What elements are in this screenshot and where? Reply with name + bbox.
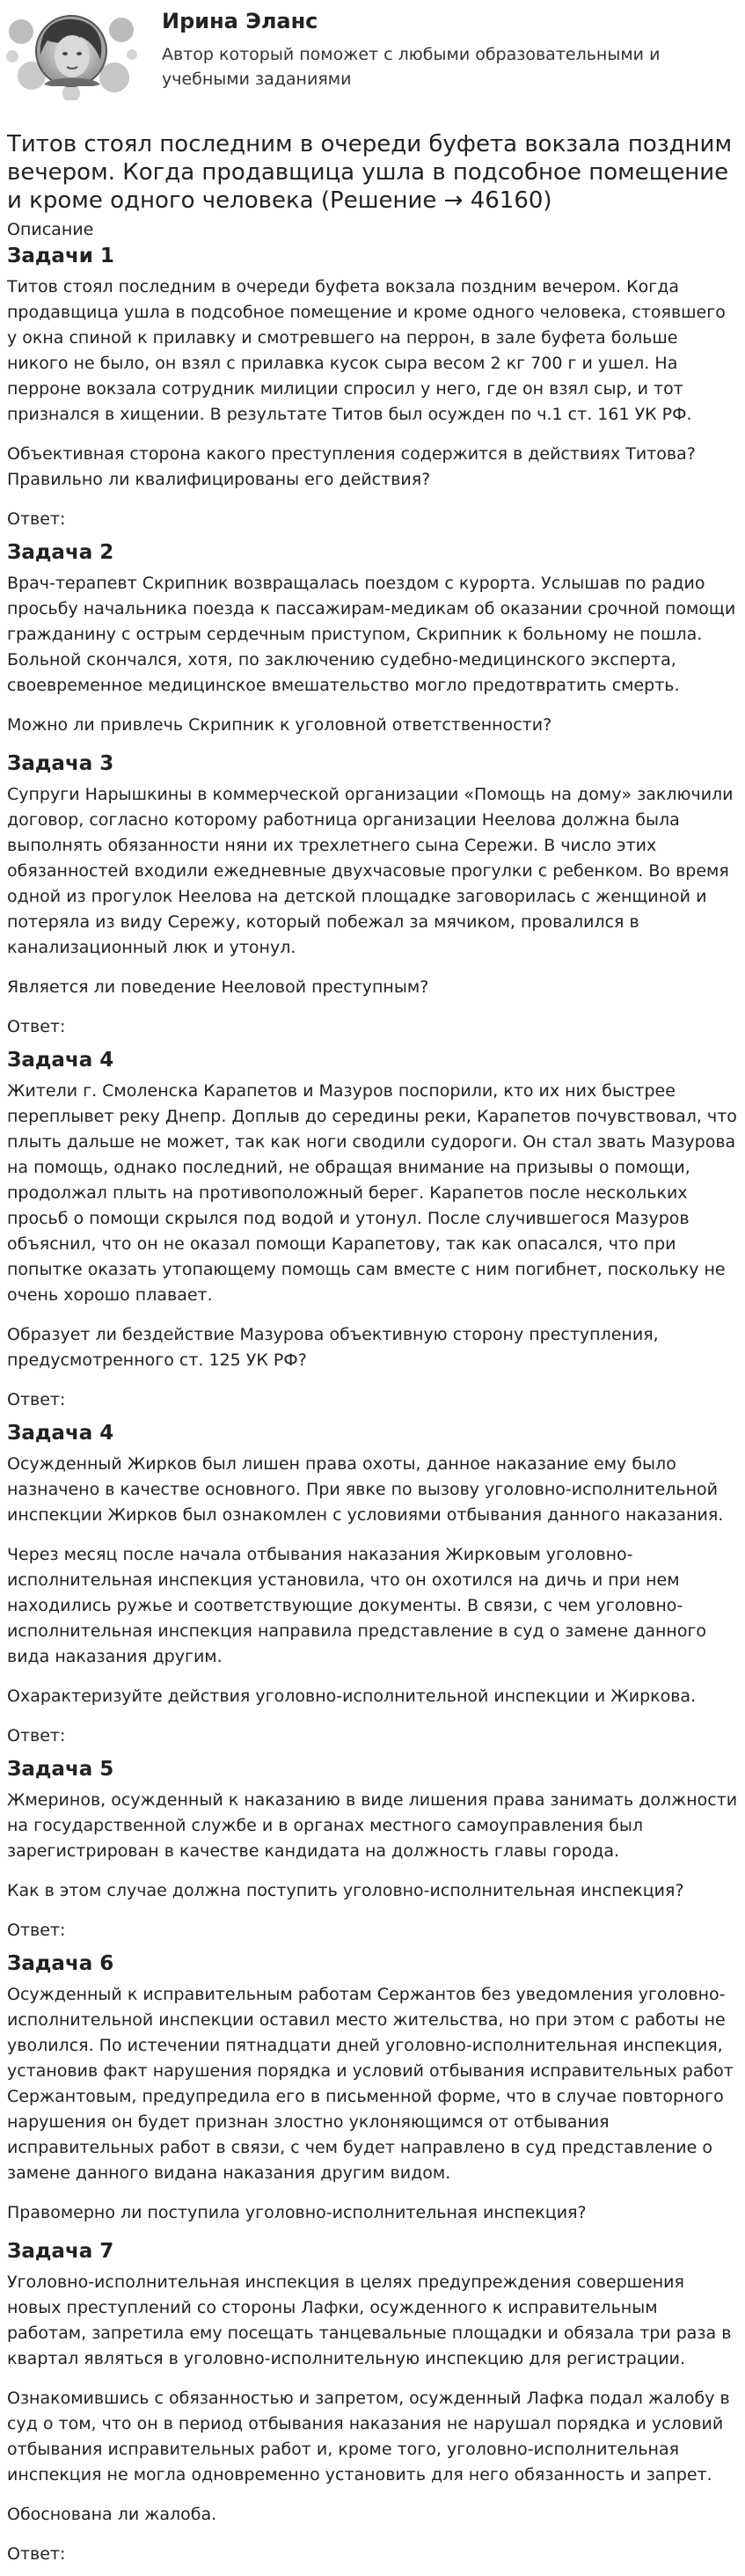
task-title: Задача 7	[7, 2240, 114, 2263]
task-paragraph: Ознакомившись с обязанностью и запретом, осужденный Лафка подал жалобу в суд о том, что он в период отбывания наказания не нарушал порядка и условий отбывания исправительных работ и, кроме того, уголовно-исполнительная инспекция не могла одновременно установить для него обязанность и запрет.	[7, 2389, 730, 2485]
answer-label: Ответ:	[7, 509, 66, 529]
answer-label: Ответ:	[7, 1390, 66, 1409]
task-section	[7, 2240, 738, 2567]
task-paragraph: Уголовно-исполнительная инспекция в целях предупреждения совершения новых преступлений со стороны Лафки, осужденного к исправительным работам, запретила ему посещать танцевальные площадки и обязала три раза в квартал являться в уголовно-исполнительную инспекцию для регистрации.	[7, 2272, 732, 2368]
description-label: Описание	[7, 220, 94, 239]
task-title: Задача 4	[7, 1422, 114, 1445]
author-header	[0, 0, 745, 104]
task-section	[7, 1422, 738, 1749]
task-paragraph: Можно ли привлечь Скрипник к уголовной ответственности?	[7, 715, 552, 735]
task-paragraph: Через месяц после начала отбывания наказания Жирковым уголовно-исполнительная инспекция установила, что он охотился на дичь и при нем находились ружье и соответствующие документы. В связи, с чем уголовно-исполнительная инспекция направила представление в суд о замене данного вида наказания другим.	[7, 1545, 707, 1666]
author-name[interactable]: Ирина Эланс	[162, 9, 318, 33]
task-paragraph: Жмеринов, осужденный к наказанию в виде лишения права занимать должности на государственной службе и в органах местного самоуправления был зарегистрирован в качестве кандидата на должность главы города.	[7, 1790, 738, 1861]
task-section	[7, 245, 738, 532]
task-title: Задача 5	[7, 1758, 114, 1781]
task-section	[7, 541, 738, 738]
task-section	[7, 1952, 738, 2226]
task-paragraph: Осужденный к исправительным работам Сержантов без уведомления уголовно-исполнительной инспекции оставил место жительства, но при этом с работы не уволился. По истечении пятнадцати дней уголовно-исполнительная инспекция, установив факт нарушения порядка и условий отбывания исправительных работ Сержантовым, предупредила его в письменной форме, что в случае повторного нарушения он будет признан злостно уклоняющимся от отбывания исправительных работ в связи, с чем будет направлено в суд представление о замене данного видана наказания другим видом.	[7, 1985, 734, 2183]
task-title: Задачи 1	[7, 245, 114, 267]
task-paragraph: Правомерно ли поступила уголовно-исполнительная инспекция?	[7, 2203, 587, 2222]
task-paragraph: Является ли поведение Нееловой преступным?	[7, 977, 429, 997]
task-list	[0, 245, 745, 2567]
task-paragraph: Обоснована ли жалоба.	[7, 2505, 217, 2524]
answer-label: Ответ:	[7, 1921, 66, 1940]
task-title: Задача 2	[7, 541, 114, 564]
author-description: Автор который поможет с любыми образовательными и учебными заданиями	[162, 45, 661, 89]
task-paragraph: Охарактеризуйте действия уголовно-исполнительной инспекции и Жиркова.	[7, 1687, 697, 1706]
task-paragraph: Жители г. Смоленска Карапетов и Мазуров поспорили, кто их них быстрее переплывет реку Днепр. Доплыв до середины реки, Карапетов почувствовал, что плыть дальше не может, так как ноги сводили судороги. Он стал звать Мазурова на помощь, однако последний, не обращая внимание на призывы о помощи, продолжал плыть на противоположный берег. Карапетов после нескольких просьб о помощи скрылся под водой и утонул. После случившегося Мазуров объяснил, что он не оказал помощи Карапетову, так как опасался, что при попытке оказать утопающему помощь сам вместе с ним погибнет, поскольку не очень хорошо плавает.	[7, 1081, 737, 1305]
task-paragraph: Титов стоял последним в очереди буфета вокзала поздним вечером. Когда продавщица ушла в подсобное помещение и кроме одного человека, стоявшего у окна спиной к прилавку и смотревшего на перрон, в зале буфета больше никого не было, он взял с прилавка кусок сыра весом 2 кг 700 г и ушел. На перроне вокзала сотрудник милиции спросил у него, где он взял сыр, и тот признался в хищении. В результате Титов был осужден по ч.1 ст. 161 УК РФ.	[7, 277, 726, 424]
task-title: Задача 4	[7, 1049, 114, 1072]
author-avatar	[5, 5, 137, 100]
author-info	[162, 9, 725, 91]
task-paragraph: Образует ли бездействие Мазурова объективную сторону преступления, предусмотренного ст. 125 УК РФ?	[7, 1325, 659, 1370]
task-paragraph: Супруги Нарышкины в коммерческой организации «Помощь на дому» заключили договор, согласно которому работница организации Неелова должна была выполнять обязанности няни их трехлетнего сына Сережи. В число этих обязанностей входили ежедневные двухчасовые прогулки с ребенком. Во время одной из прогулок Неелова на детской площадке заговорилась с женщиной и потеряла из виду Сережу, который побежал за мячиком, провалился в канализационный люк и утонул.	[7, 785, 734, 957]
task-title: Задача 3	[7, 752, 114, 775]
task-paragraph: Объективная сторона какого преступления содержится в действиях Титова? Правильно ли квалифицированы его действия?	[7, 444, 696, 489]
task-paragraph: Врач-терапевт Скрипник возвращалась поездом с курорта. Услышав по радио просьбу начальника поезда к пассажирам-медикам об оказании срочной помощи гражданину с острым сердечным приступом, Скрипник к больному не пошла. Больной скончался, хотя, по заключению судебно-медицинского эксперта, своевременное медицинское вмешательство могло предотвратить смерть.	[7, 574, 736, 695]
task-section	[7, 1049, 738, 1413]
task-section	[7, 752, 738, 1040]
task-paragraph: Осужденный Жирков был лишен права охоты, данное наказание ему было назначено в качестве основного. При явке по вызову уголовно-исполнительной инспекции Жирков был ознакомлен с условиями отбывания данного наказания.	[7, 1454, 724, 1525]
task-paragraph: Как в этом случае должна поступить уголовно-исполнительная инспекция?	[7, 1881, 684, 1900]
task-title: Задача 6	[7, 1952, 114, 1975]
answer-label: Ответ:	[7, 1726, 66, 1745]
answer-label: Ответ:	[7, 2544, 66, 2564]
page-title: Титов стоял последним в очереди буфета вокзала поздним вечером. Когда продавщица ушла в подсобное помещение и кроме одного человека (Решение → 46160)	[7, 131, 733, 214]
task-section	[7, 1758, 738, 1943]
answer-label: Ответ:	[7, 1017, 66, 1036]
